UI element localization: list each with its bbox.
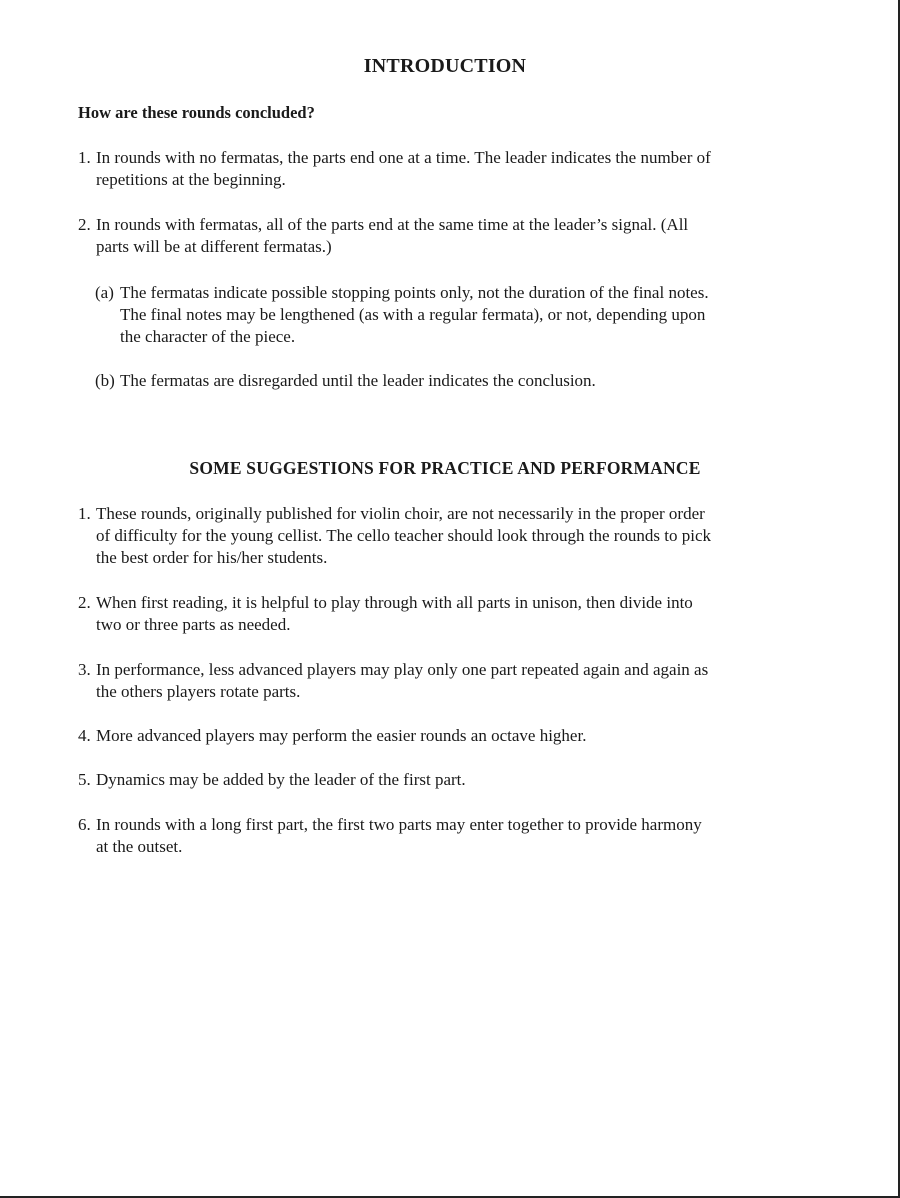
item-number: 6. (78, 815, 91, 834)
intro-subitem-b (95, 370, 596, 392)
suggestion-item-1 (78, 503, 711, 569)
item-line: of difficulty for the young cellist. The cello teacher should look through the rounds to pick (96, 526, 712, 545)
item-line: the others players rotate parts. (96, 682, 301, 701)
page-title: INTRODUCTION (363, 55, 527, 77)
intro-subitem-a (95, 282, 709, 348)
item-line: The fermatas indicate possible stopping points only, not the duration of the final notes. (120, 283, 709, 302)
section-title: SOME SUGGESTIONS FOR PRACTICE AND PERFORMANCE (189, 458, 701, 478)
suggestion-item-5 (78, 769, 466, 791)
item-number: 2. (78, 593, 91, 612)
item-line: the character of the piece. (120, 327, 296, 346)
item-number: 4. (78, 726, 91, 745)
item-line: Dynamics may be added by the leader of the first part. (96, 770, 466, 789)
item-line: The fermatas are disregarded until the leader indicates the conclusion. (120, 371, 596, 390)
item-line: These rounds, originally published for violin choir, are not necessarily in the proper order (96, 504, 705, 523)
item-line: In rounds with a long first part, the first two parts may enter together to provide harmony (96, 815, 702, 834)
subitem-label: (a) (95, 283, 114, 302)
item-line: More advanced players may perform the easier rounds an octave higher. (96, 726, 587, 745)
item-number: 3. (78, 660, 91, 679)
suggestion-item-2 (78, 592, 693, 636)
item-line: repetitions at the beginning. (96, 170, 286, 189)
item-line: In rounds with no fermatas, the parts end one at a time. The leader indicates the number of (96, 148, 711, 167)
item-line: at the outset. (96, 837, 183, 856)
intro-item-2 (78, 214, 688, 258)
item-line: two or three parts as needed. (96, 615, 291, 634)
item-line: parts will be at different fermatas.) (96, 237, 332, 256)
item-line: The final notes may be lengthened (as with a regular fermata), or not, depending upon (120, 305, 706, 324)
item-line: When first reading, it is helpful to play through with all parts in unison, then divide into (96, 593, 693, 612)
item-number: 5. (78, 770, 91, 789)
item-number: 1. (78, 148, 91, 167)
suggestion-item-6 (78, 814, 702, 858)
item-line: the best order for his/her students. (96, 548, 328, 567)
suggestion-item-4 (78, 725, 586, 747)
item-number: 2. (78, 215, 91, 234)
item-line: In performance, less advanced players may play only one part repeated again and again as (96, 660, 709, 679)
section-question-heading: How are these rounds concluded? (78, 103, 315, 122)
item-line: In rounds with fermatas, all of the parts end at the same time at the leader’s signal. (All (96, 215, 689, 234)
item-number: 1. (78, 504, 91, 523)
intro-item-1 (78, 147, 711, 191)
subitem-label: (b) (95, 371, 115, 390)
suggestion-item-3 (78, 659, 708, 703)
